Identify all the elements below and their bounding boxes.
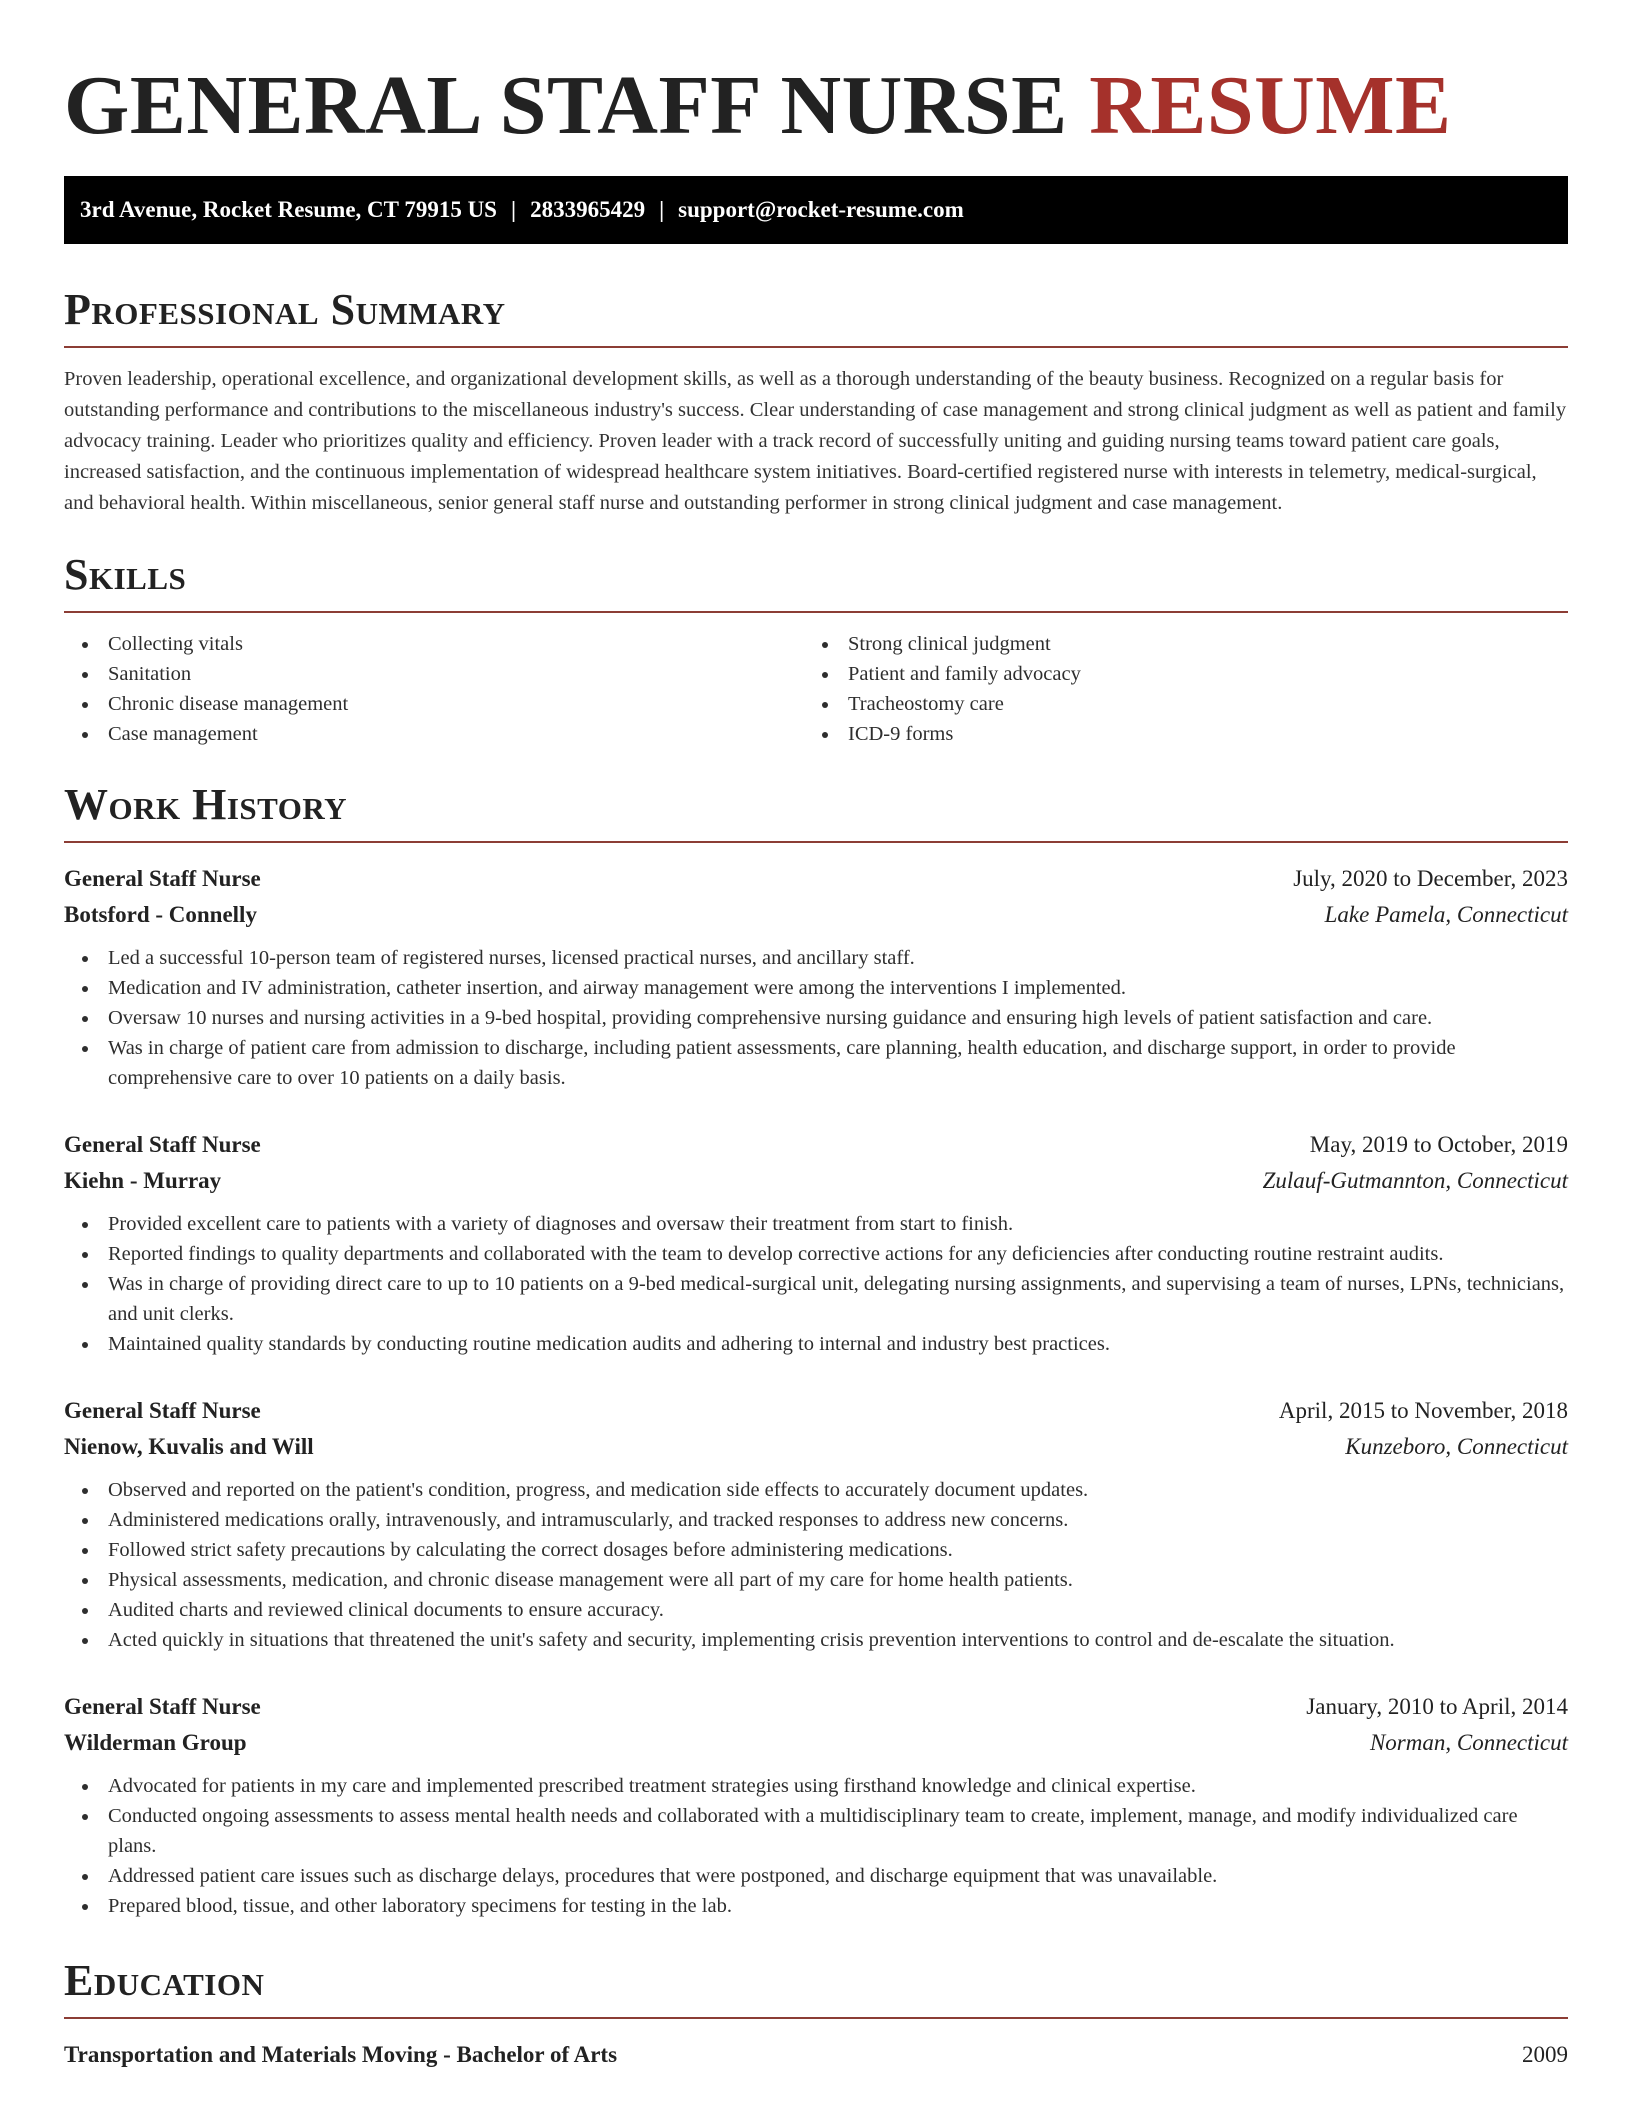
job-company-row — [64, 897, 1568, 933]
education-entry — [64, 2037, 1568, 2073]
job-duties-list — [64, 1475, 1568, 1655]
skill-item: Patient and family advocacy — [804, 659, 1544, 689]
skill-item: Strong clinical judgment — [804, 629, 1544, 659]
skills-columns — [64, 629, 1568, 749]
contact-bar — [64, 176, 1568, 244]
job-header-row — [64, 1689, 1568, 1725]
education-year: 2009 — [1522, 2042, 1568, 2067]
section-divider — [64, 2017, 1568, 2019]
professional-summary-section — [64, 284, 1568, 519]
job-title: General Staff Nurse — [64, 1398, 261, 1423]
job-dates: May, 2019 to October, 2019 — [1309, 1132, 1568, 1157]
skills-list-left — [64, 629, 804, 749]
job-location: Norman, Connecticut — [1369, 1730, 1568, 1755]
job-duty: Administered medications orally, intravenously, and intramuscularly, and tracked responses to address new concerns. — [64, 1505, 1568, 1535]
job-title: General Staff Nurse — [64, 866, 261, 891]
section-divider — [64, 841, 1568, 843]
skill-item: Sanitation — [64, 659, 804, 689]
job-entry — [64, 1127, 1568, 1359]
job-location: Kunzeboro, Connecticut — [1345, 1434, 1568, 1459]
section-heading-summary: Professional Summary — [64, 285, 506, 334]
job-duty: Acted quickly in situations that threatened the unit's safety and security, implementing crisis prevention interventions to control and de-escalate the situation. — [64, 1625, 1568, 1655]
job-duty: Reported findings to quality departments and collaborated with the team to develop corrective actions for any deficiencies after conducting routine restraint audits. — [64, 1239, 1568, 1269]
job-location: Lake Pamela, Connecticut — [1324, 902, 1568, 927]
job-dates: January, 2010 to April, 2014 — [1306, 1694, 1568, 1719]
contact-separator: | — [659, 197, 665, 222]
job-duty: Oversaw 10 nurses and nursing activities in a 9-bed hospital, providing comprehensive nursing guidance and ensuring high levels of patient satisfaction and care. — [64, 1003, 1568, 1033]
title-main: GENERAL STAFF NURSE — [64, 59, 1068, 152]
job-header-row — [64, 1393, 1568, 1429]
job-duties-list — [64, 943, 1568, 1093]
contact-separator: | — [510, 197, 517, 222]
job-duty: Advocated for patients in my care and implemented prescribed treatment strategies using firsthand knowledge and clinical expertise. — [64, 1771, 1568, 1801]
skill-item: Chronic disease management — [64, 689, 804, 719]
resume-page — [64, 0, 1568, 2073]
job-duty: Medication and IV administration, catheter insertion, and airway management were among the interventions I implemented. — [64, 973, 1568, 1003]
job-duty: Physical assessments, medication, and chronic disease management were all part of my care for home health patients. — [64, 1565, 1568, 1595]
job-duty: Conducted ongoing assessments to assess mental health needs and collaborated with a multidisciplinary team to create, implement, manage, and modify individualized care plans. — [64, 1801, 1568, 1861]
job-duty: Observed and reported on the patient's condition, progress, and medication side effects to accurately document updates. — [64, 1475, 1568, 1505]
skill-item: Tracheostomy care — [804, 689, 1544, 719]
title-accent: RESUME — [1089, 59, 1452, 152]
contact-address: 3rd Avenue, Rocket Resume, CT 79915 US — [80, 197, 497, 222]
job-company: Nienow, Kuvalis and Will — [64, 1434, 314, 1459]
section-heading-education: Education — [64, 1956, 265, 2005]
job-duty: Prepared blood, tissue, and other laboratory specimens for testing in the lab. — [64, 1891, 1568, 1921]
job-duties-list — [64, 1771, 1568, 1921]
work-history-section — [64, 779, 1568, 1921]
job-company: Wilderman Group — [64, 1730, 247, 1755]
skill-item: ICD-9 forms — [804, 719, 1544, 749]
education-section — [64, 1955, 1568, 2073]
job-entry — [64, 1393, 1568, 1655]
job-company: Kiehn - Murray — [64, 1168, 222, 1193]
skill-item: Case management — [64, 719, 804, 749]
job-entry — [64, 1689, 1568, 1921]
job-title: General Staff Nurse — [64, 1694, 261, 1719]
job-duties-list — [64, 1209, 1568, 1359]
section-divider — [64, 611, 1568, 613]
job-header-row — [64, 1127, 1568, 1163]
resume-title — [64, 0, 1568, 156]
job-duty: Was in charge of patient care from admission to discharge, including patient assessments, care planning, health education, and discharge support, in order to provide comprehensive care to over 10 patients on a daily basis. — [64, 1033, 1568, 1093]
contact-email: support@rocket-resume.com — [678, 197, 964, 222]
education-degree: Transportation and Materials Moving - Bachelor of Arts — [64, 2042, 618, 2067]
job-entry — [64, 861, 1568, 1093]
job-header-row — [64, 861, 1568, 897]
section-heading-work: Work History — [64, 780, 348, 829]
skills-section — [64, 549, 1568, 749]
job-duty: Addressed patient care issues such as discharge delays, procedures that were postponed, and discharge equipment that was unavailable. — [64, 1861, 1568, 1891]
section-divider — [64, 346, 1568, 348]
job-duty: Audited charts and reviewed clinical documents to ensure accuracy. — [64, 1595, 1568, 1625]
job-location: Zulauf-Gutmannton, Connecticut — [1262, 1168, 1568, 1193]
job-duty: Maintained quality standards by conducting routine medication audits and adhering to internal and industry best practices. — [64, 1329, 1568, 1359]
contact-phone: 2833965429 — [530, 197, 646, 222]
job-title: General Staff Nurse — [64, 1132, 261, 1157]
skill-item: Collecting vitals — [64, 629, 804, 659]
job-company-row — [64, 1429, 1568, 1465]
job-dates: July, 2020 to December, 2023 — [1293, 866, 1568, 891]
job-duty: Provided excellent care to patients with a variety of diagnoses and oversaw their treatment from start to finish. — [64, 1209, 1568, 1239]
section-heading-skills: Skills — [64, 550, 187, 599]
job-duty: Led a successful 10-person team of registered nurses, licensed practical nurses, and ancillary staff. — [64, 943, 1568, 973]
summary-text: Proven leadership, operational excellence, and organizational development skills, as well as a thorough understanding of the beauty business. Recognized on a regular basis for outstanding performance and contributions to the miscellaneous industry's success. Clear understanding of case management and strong clinical judgment as well as patient and family advocacy training. Leader who prioritizes quality and efficiency. Proven leader with a track record of successfully uniting and guiding nursing teams toward patient care goals, increased satisfaction, and the continuous implementation of widespread healthcare system initiatives. Board-certified registered nurse with interests in telemetry, medical-surgical, and behavioral health. Within miscellaneous, senior general staff nurse and outstanding performer in strong clinical judgment and case management. — [64, 368, 1567, 514]
job-company: Botsford - Connelly — [64, 902, 257, 927]
job-dates: April, 2015 to November, 2018 — [1278, 1398, 1568, 1423]
job-duty: Was in charge of providing direct care to up to 10 patients on a 9-bed medical-surgical unit, delegating nursing assignments, and supervising a team of nurses, LPNs, technicians, and unit clerks. — [64, 1269, 1568, 1329]
job-duty: Followed strict safety precautions by calculating the correct dosages before administering medications. — [64, 1535, 1568, 1565]
job-company-row — [64, 1163, 1568, 1199]
job-company-row — [64, 1725, 1568, 1761]
skills-list-right — [804, 629, 1544, 749]
